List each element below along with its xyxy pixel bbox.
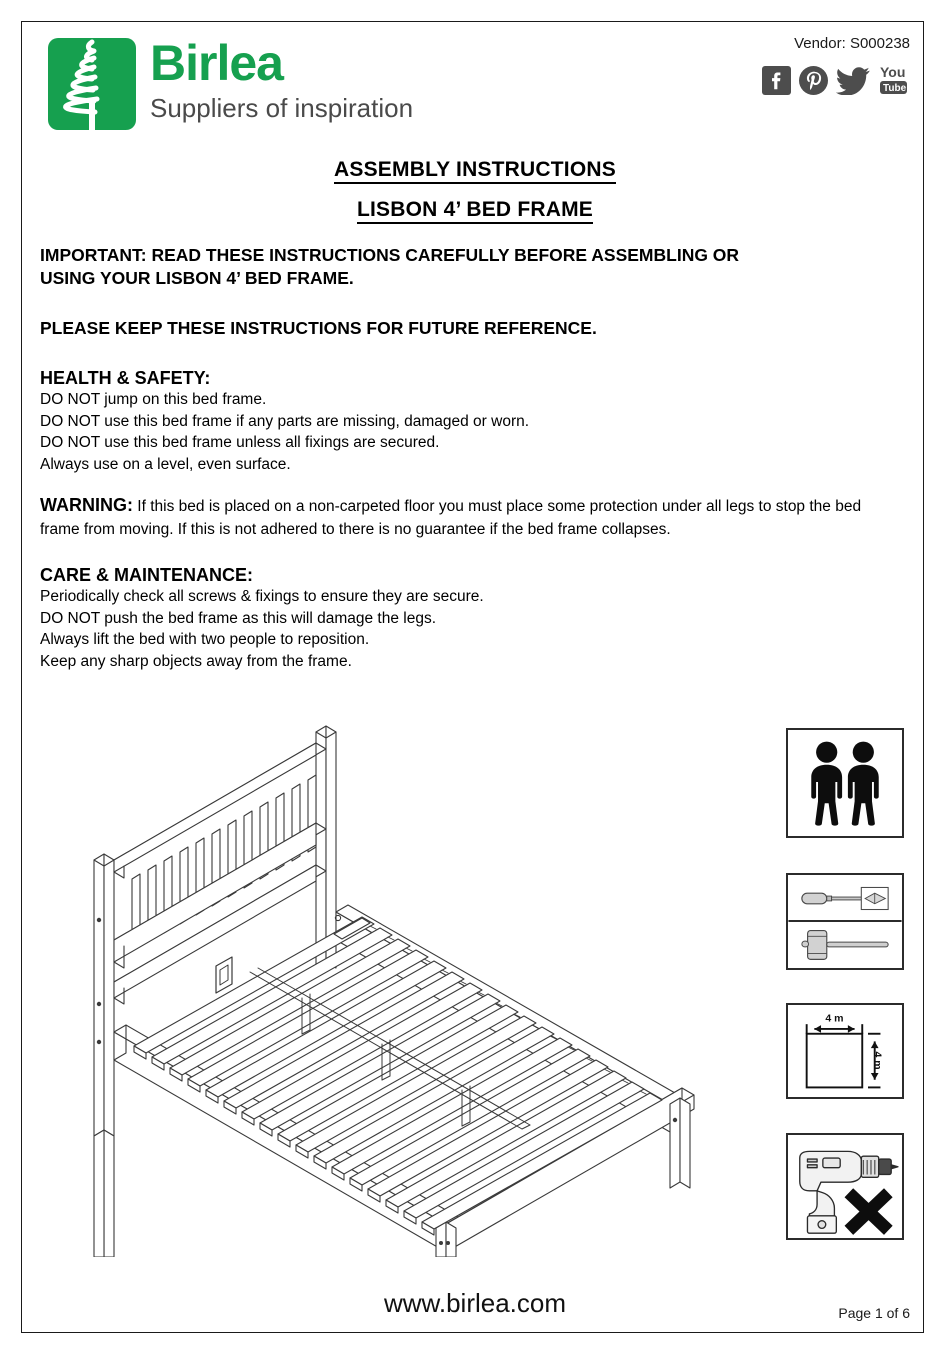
- warning-label: WARNING:: [40, 495, 133, 515]
- health-safety-item: DO NOT use this bed frame unless all fixings are secured.: [40, 434, 440, 451]
- keep-instructions-notice: [40, 317, 880, 340]
- product-title-text: LISBON 4’ BED FRAME: [357, 198, 593, 224]
- tools-required-icon: [786, 873, 904, 970]
- social-links: [762, 64, 910, 96]
- care-maintenance-item: DO NOT push the bed frame as this will damage the legs.: [40, 609, 437, 627]
- page-title: [0, 158, 950, 182]
- pine-tree-logo-icon: [48, 38, 136, 130]
- important-notice: [40, 244, 880, 290]
- care-maintenance-list: [40, 586, 880, 672]
- vendor-code: Vendor: S000238: [794, 35, 910, 52]
- bed-frame-diagram: [70, 712, 750, 1257]
- youtube-icon[interactable]: [878, 64, 910, 96]
- footer-page-number: Page 1 of 6: [838, 1305, 910, 1321]
- health-safety-item: DO NOT jump on this bed frame.: [40, 391, 267, 408]
- brand-logo: [48, 35, 414, 130]
- brand-tagline: Suppliers of inspiration: [150, 93, 414, 123]
- twitter-icon[interactable]: [836, 66, 870, 95]
- health-safety-item: DO NOT use this bed frame if any parts are missing, damaged or worn.: [40, 412, 530, 430]
- care-maintenance-heading: CARE & MAINTENANCE:: [40, 565, 253, 585]
- important-line-1: IMPORTANT: READ THESE INSTRUCTIONS CAREFULLY BEFORE ASSEMBLING OR: [40, 245, 740, 265]
- pinterest-icon[interactable]: [799, 66, 828, 95]
- care-maintenance-item: Always lift the bed with two people to reposition.: [40, 631, 370, 648]
- care-maintenance-item: Keep any sharp objects away from the frame.: [40, 652, 352, 670]
- two-person-assembly-icon: [786, 728, 904, 838]
- keep-instructions-text: PLEASE KEEP THESE INSTRUCTIONS FOR FUTURE REFERENCE.: [40, 318, 597, 338]
- svg-text:Tube: Tube: [883, 83, 907, 94]
- warning-notice: [40, 494, 885, 541]
- space-height-label: 4 m: [871, 1051, 884, 1070]
- important-line-2: USING YOUR LISBON 4’ BED FRAME.: [40, 268, 354, 288]
- no-power-drill-icon: [786, 1133, 904, 1240]
- space-width-label: 4 m: [825, 1012, 844, 1025]
- svg-text:You: You: [880, 64, 906, 80]
- brand-name: Birlea: [150, 35, 283, 91]
- warning-text: If this bed is placed on a non-carpeted floor you must place some protection under all legs to stop the bed frame from moving. If this is not adhered to there is no guarantee if the bed frame collapses.: [40, 498, 862, 538]
- product-title: [0, 198, 950, 222]
- facebook-icon[interactable]: [762, 66, 791, 95]
- health-safety-item: Always use on a level, even surface.: [40, 455, 291, 473]
- health-safety-heading: HEALTH & SAFETY:: [40, 368, 211, 388]
- space-required-icon: [786, 1003, 904, 1099]
- health-safety-list: [40, 389, 880, 475]
- page-title-text: ASSEMBLY INSTRUCTIONS: [334, 158, 616, 184]
- footer-website[interactable]: www.birlea.com: [383, 1288, 567, 1318]
- care-maintenance-item: Periodically check all screws & fixings to ensure they are secure.: [40, 588, 484, 605]
